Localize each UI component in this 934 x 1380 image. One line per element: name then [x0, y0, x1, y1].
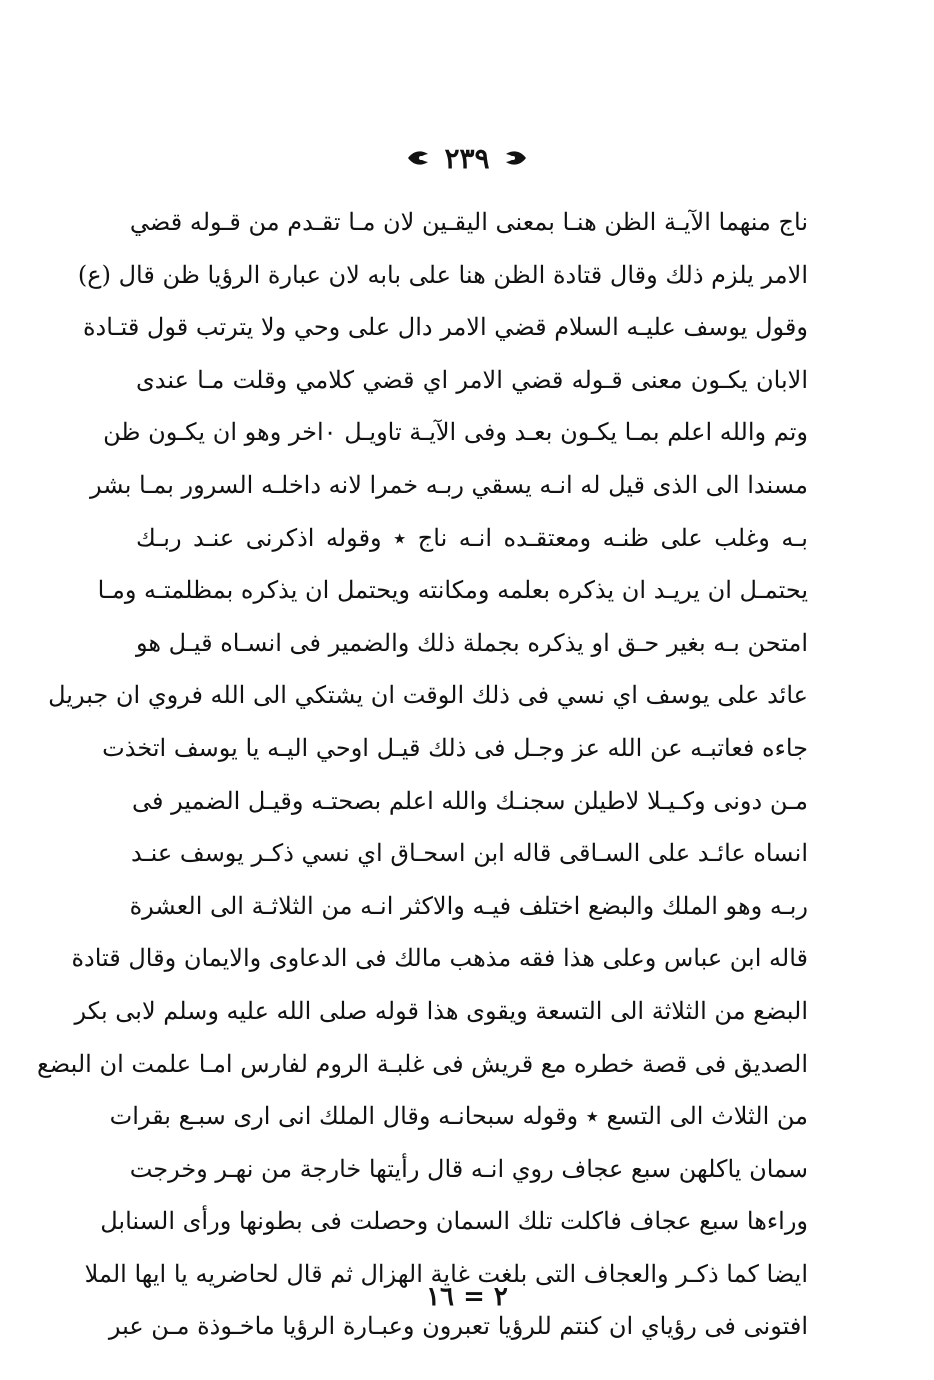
- text-line: الصديق فى قصة خطره مع قريش فى غلبـة الروم لفارس امـا علمت ان البضع: [37, 1049, 808, 1078]
- text-line: انساه عائـد على السـاقى قاله ابن اسحـاق اي نسي ذكـر يوسف عنـد: [131, 839, 808, 868]
- text-line: قاله ابن عباس وعلى هذا فقه مذهب مالك فى الدعاوى والايمان وقال قتادة: [71, 944, 808, 973]
- printer-signature-mark: ٢ = ١٦: [426, 1282, 508, 1312]
- text-line: ربـه وهو الملك والبضع اختلف فيـه والاكثر انـه من الثلاثـة الى العشرة: [129, 891, 808, 920]
- text-line: الابان يكـون معنى قـوله قضي الامر اي قضي كلامي وقلت مـا عندى: [136, 365, 808, 394]
- text-line: ناج منهما الآيـة الظن هنـا بمعنى اليقـين لان مـا تقـدم من قـوله قضي: [129, 208, 808, 236]
- page-number: ٢٣٩: [444, 141, 490, 175]
- ornament-right-icon: [504, 146, 528, 170]
- text-line: عائد على يوسف اي نسي فى ذلك الوقت ان يشتكي الى الله فروي ان جبريل: [48, 681, 808, 710]
- page-header: [0, 138, 934, 178]
- text-line: امتحن بـه بغير حـق او يذكره بجملة ذلك والضمير فى انسـاه قيـل هو: [135, 628, 808, 657]
- text-line: يحتمـل ان يريـد ان يذكره بعلمه ومكانته ويحتمل ان يذكره بمظلمتـه ومـا: [97, 576, 808, 605]
- text-line: ايضا كما ذكـر والعجاف التى بلغت غاية الهزال ثم قال لحاضريه يا ايها الملا: [84, 1259, 808, 1288]
- text-line: بـه وغلب على ظنـه ومعتقـده انـه ناج ٭ وقوله اذكرنى عنـد ربـك: [136, 523, 808, 552]
- text-line: افتونى فى رؤياي ان كنتم للرؤيا تعبرون وعبـارة الرؤيا ماخـوذة مـن عبر: [108, 1312, 808, 1341]
- text-line: مـن دونى وكـيـلا لاطيلن سجنـك والله اعلم بصحتـه وقيـل الضمير فى: [132, 786, 808, 815]
- page-body: [37, 196, 808, 1353]
- text-line: الامر يلزم ذلك وقال قتادة الظن هنا على بابه لان عبارة الرؤيا ظن قال (ع): [77, 260, 808, 289]
- text-line: وراءها سبع عجاف فاكلت تلك السمان وحصلت فى بطونها ورأى السنابل: [100, 1207, 808, 1236]
- text-line: مسندا الى الذى قيل له انـه يسقي ربـه خمرا لانه داخلـه السرور بمـا بشر: [90, 470, 808, 499]
- text-line: البضع من الثلاثة الى التسعة ويقوى هذا قوله صلى الله عليه وسلم لابى بكر: [74, 996, 808, 1025]
- text-line: وتم والله اعلم بمـا يكـون بعـد وفى الآيـة تاويـل ٠اخر وهو ان يكـون ظن: [103, 418, 808, 447]
- ornament-left-icon: [406, 146, 430, 170]
- text-line: جاءه فعاتبـه عن الله عز وجـل فى ذلك قيـل اوحي اليـه يا يوسف اتخذت: [102, 733, 808, 762]
- text-line: وقول يوسف عليـه السلام قضي الامر دال على وحي ولا يترتب قول قتـادة: [82, 313, 808, 342]
- text-line: سمان ياكلهن سبع عجاف روي انـه قال رأيتها خارجة من نهـر وخرجت: [129, 1154, 808, 1183]
- text-line: من الثلاث الى التسع ٭ وقوله سبحانـه وقال الملك انى ارى سبـع بقرات: [109, 1102, 808, 1131]
